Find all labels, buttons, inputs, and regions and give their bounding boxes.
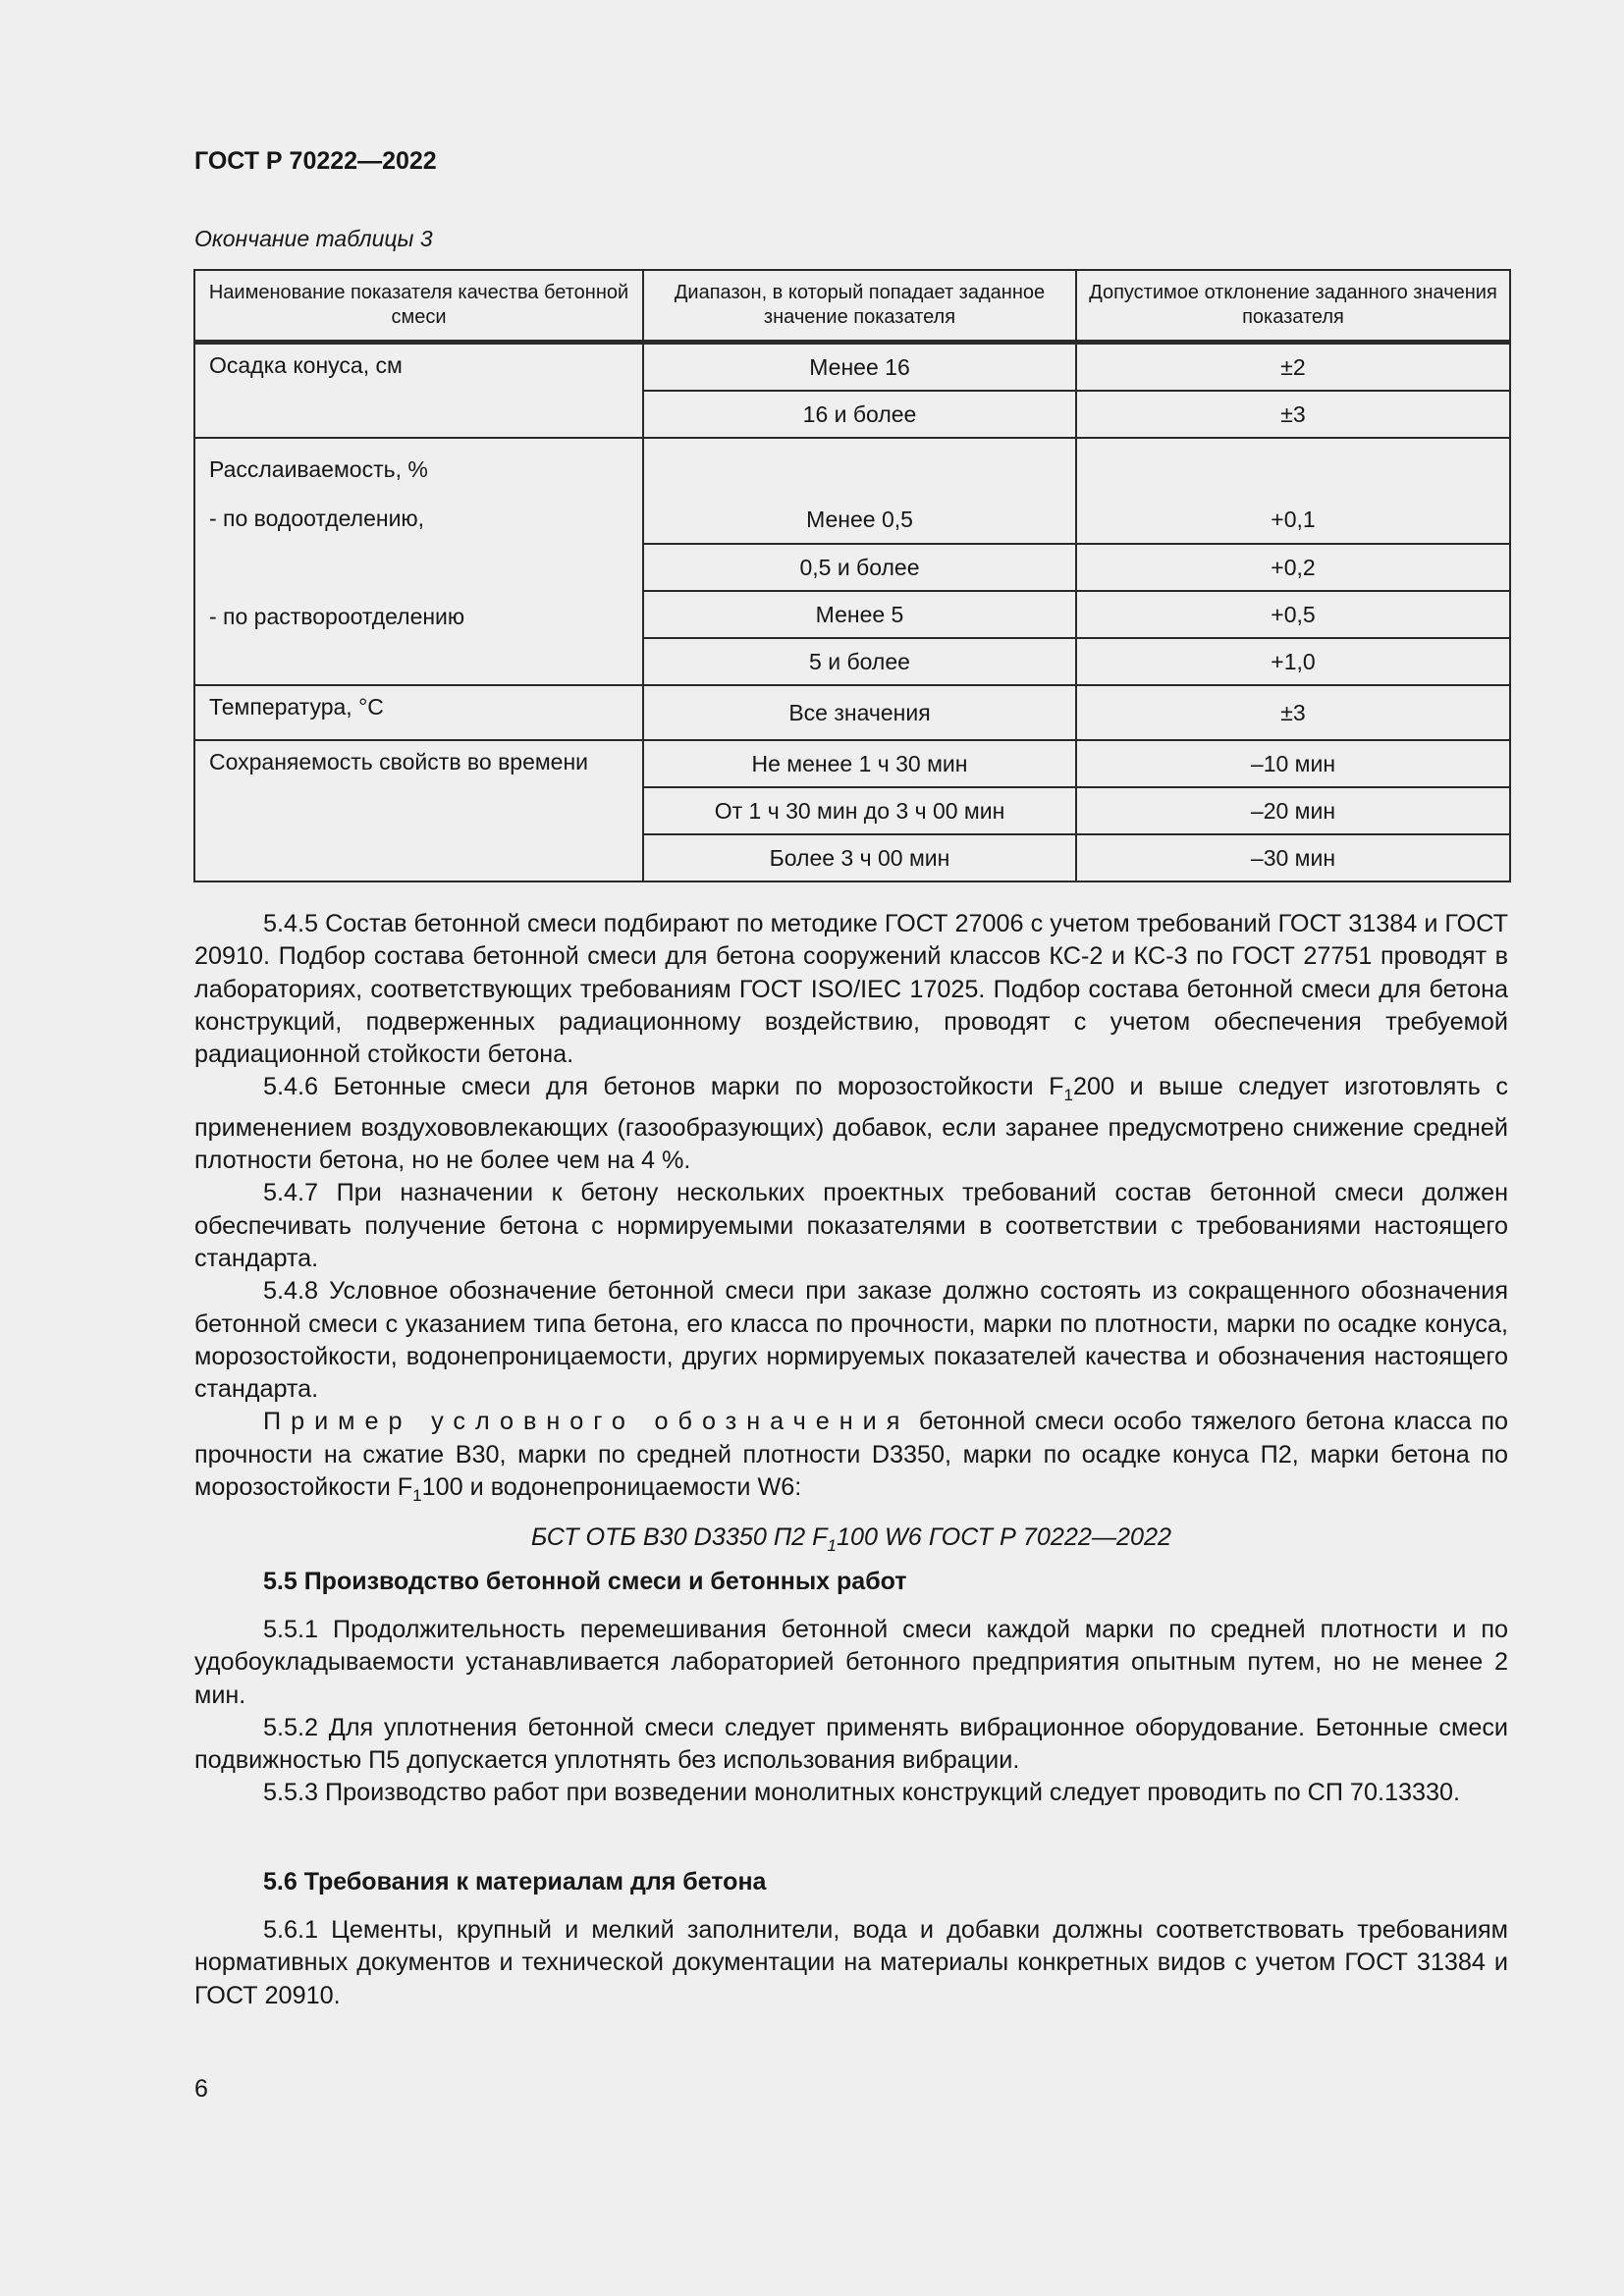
table-row	[194, 740, 1510, 787]
spacer	[209, 543, 628, 592]
range-cell: Более 3 ч 00 мин	[643, 834, 1076, 881]
paragraph-5-4-8: 5.4.8 Условное обозначение бетонной смеси при заказе должно состоять из сокращенного обозначения бетонной смеси с указанием типа бетона, его класса по прочности, марки по плотности, марки по осадке конуса, морозостойкости, водонепроницаемости, других нормируемых показателей качества и обозначения настоящего стандарта.	[194, 1277, 1508, 1404]
quality-table	[193, 269, 1511, 882]
table-row	[194, 438, 1510, 544]
column-header: Диапазон, в который попадает заданное значение показателя	[643, 270, 1076, 343]
document-code: ГОСТ Р 70222—2022	[194, 147, 437, 175]
table-caption: Окончание таблицы 3	[194, 226, 433, 251]
deviation-cell: ±3	[1076, 685, 1510, 740]
table-header-row	[194, 270, 1510, 343]
paragraph-5-5-2: 5.5.2 Для уплотнения бетонной смеси следует применять вибрационное оборудование. Бетонные смеси подвижностью П5 допускается уплотнять без использования вибрации.	[194, 1713, 1508, 1775]
range-cell: От 1 ч 30 мин до 3 ч 00 мин	[643, 787, 1076, 834]
range-cell: Менее 0,5	[643, 438, 1076, 544]
page-number: 6	[194, 2075, 208, 2103]
section-5-6-title: 5.6 Требования к материалам для бетона	[263, 1868, 767, 1896]
deviation-cell: –30 мин	[1076, 834, 1510, 881]
section-5-6-text	[194, 1914, 1508, 2012]
paragraph-5-6-1: 5.6.1 Цементы, крупный и мелкий заполнители, вода и добавки должны соответствовать требованиям нормативных документов и технической документации на материалы конкретных видов с учетом ГОСТ 31384 и ГОСТ 20910.	[194, 1916, 1508, 2009]
table-row	[194, 685, 1510, 740]
indicator-name: Осадка конуса, см	[194, 343, 643, 439]
paragraph-5-4-5: 5.4.5 Состав бетонной смеси подбирают по методике ГОСТ 27006 с учетом требований ГОСТ 31384 и ГОСТ 20910. Подбор состава бетонной смеси для бетона сооружений классов КС-2 и КС-3 по ГОСТ 27751 проводят в лабораториях, соответствующих требованиям ГОСТ ISO/IEC 17025. Подбор состава бетонной смеси для бетона конструкций, подверженных радиационному воздействию, проводят с учетом обеспечения требуемой радиационной стойкости бетона.	[194, 910, 1508, 1069]
range-cell: Менее 5	[643, 591, 1076, 638]
example-paragraph: Пример условного обозначения бетонной смеси особо тяжелого бетона класса по прочности на сжатие В30, марки по средней плотности D3350, марки по осадке конуса П2, марки бетона по морозостойкости $F_1100$ и водонепроницаемости W6:	[194, 1408, 1508, 1506]
deviation-cell: –10 мин	[1076, 740, 1510, 787]
range-cell: 5 и более	[643, 638, 1076, 685]
indicator-name	[194, 438, 643, 685]
range-cell: Менее 16	[643, 343, 1076, 392]
column-header: Допустимое отклонение заданного значения показателя	[1076, 270, 1510, 343]
table-row	[194, 343, 1510, 392]
range-cell: Не менее 1 ч 30 мин	[643, 740, 1076, 787]
range-cell: 16 и более	[643, 391, 1076, 438]
indicator-name-mortar: - по раствороотделению	[209, 604, 465, 629]
paragraph-5-5-3: 5.5.3 Производство работ при возведении монолитных конструкций следует проводить по СП 70.13330.	[263, 1779, 1460, 1807]
column-header: Наименование показателя качества бетонной смеси	[194, 270, 643, 343]
deviation-cell: –20 мин	[1076, 787, 1510, 834]
paragraph-5-4-7: 5.4.7 При назначении к бетону нескольких проектных требований состав бетонной смеси должен обеспечивать получение бетона с нормируемыми показателями в соответствии с требованиями настоящего стандарта.	[194, 1179, 1508, 1272]
indicator-name: Температура, °С	[194, 685, 643, 740]
deviation-cell: +0,1	[1076, 438, 1510, 544]
indicator-name-main: Расслаиваемость, %	[209, 456, 428, 482]
deviation-cell: ±3	[1076, 391, 1510, 438]
deviation-cell: +0,5	[1076, 591, 1510, 638]
deviation-cell: +0,2	[1076, 544, 1510, 591]
paragraph-5-4-6: 5.4.6 Бетонные смеси для бетонов марки по морозостойкости $F_1200$ и выше следует изготовлять с применением воздухововлекающих (газообразующих) добавок, если заранее предусмотрено снижение средней плотности бетона, но не более чем на 4 %.	[194, 1073, 1508, 1175]
designation-formula: БСТ ОТБ В30 D3350 П2 $F_1100$ W6 ГОСТ Р 70222—2022	[530, 1523, 1172, 1556]
section-5-5-text	[194, 1614, 1508, 1810]
section-5-5-title: 5.5 Производство бетонной смеси и бетонных работ	[263, 1568, 907, 1595]
section-5-4-text	[194, 908, 1508, 1563]
deviation-cell: ±2	[1076, 343, 1510, 392]
paragraph-5-5-1: 5.5.1 Продолжительность перемешивания бетонной смеси каждой марки по средней плотности и по удобоукладываемости устанавливается лабораторией бетонного предприятия опытным путем, но не менее 2 мин.	[194, 1616, 1508, 1709]
indicator-name-water: - по водоотделению,	[209, 506, 425, 531]
example-label: Пример условного обозначения	[263, 1408, 910, 1436]
range-cell: Все значения	[643, 685, 1076, 740]
deviation-cell: +1,0	[1076, 638, 1510, 685]
range-cell: 0,5 и более	[643, 544, 1076, 591]
indicator-name: Сохраняемость свойств во времени	[194, 740, 643, 881]
